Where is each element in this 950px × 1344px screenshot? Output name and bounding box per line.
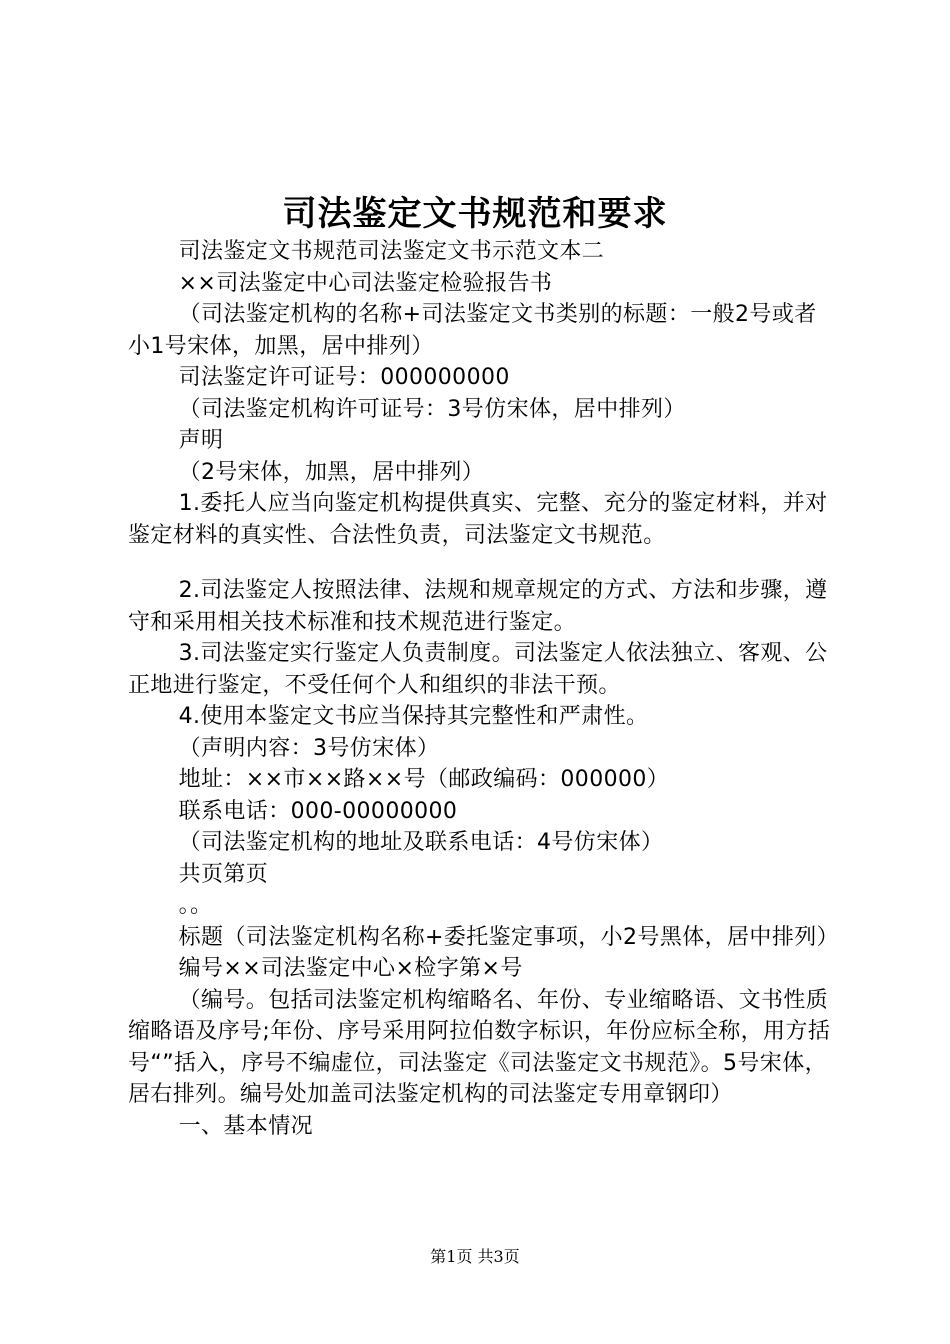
- paragraph: ××司法鉴定中心司法鉴定检验报告书: [178, 270, 553, 296]
- paragraph: 3.司法鉴定实行鉴定人负责制度。司法鉴定人依法独立、客观、公正地进行鉴定，不受任何个人和组织的非法干预。: [128, 641, 828, 698]
- paragraph: （司法鉴定机构的名称+司法鉴定文书类别的标题：一般2号或者小1号宋体，加黑，居中排列）: [128, 302, 817, 359]
- paragraph: 标题（司法鉴定机构名称+委托鉴定事项，小2号黑体，居中排列）: [178, 924, 840, 950]
- paragraph: 一、基本情况: [178, 1113, 313, 1139]
- document-title: 司法鉴定文书规范和要求: [282, 194, 668, 234]
- paragraph: 地址：××市××路××号（邮政编码：000000）: [178, 767, 670, 792]
- paragraph: 声明: [178, 428, 224, 453]
- paragraph: 。。: [178, 893, 213, 918]
- document-body: [128, 236, 840, 1142]
- paragraph: （声明内容：3号仿宋体）: [178, 735, 440, 761]
- paragraph: （2号宋体，加黑，居中排列）: [178, 459, 485, 485]
- paragraph: 编号××司法鉴定中心×检字第×号: [178, 956, 523, 981]
- paragraph: 1.委托人应当向鉴定机构提供真实、完整、充分的鉴定材料，并对鉴定材料的真实性、合法性负责，司法鉴定文书规范。: [128, 491, 828, 548]
- paragraph: 共页第页: [178, 861, 269, 887]
- paragraph: 联系电话：000-00000000: [178, 798, 458, 824]
- paragraph: （司法鉴定机构的地址及联系电话：4号仿宋体）: [178, 830, 664, 855]
- paragraph: 4.使用本鉴定文书应当保持其完整性和严肃性。: [178, 704, 649, 729]
- paragraph: （司法鉴定机构许可证号：3号仿宋体，居中排列）: [178, 396, 686, 422]
- paragraph: 司法鉴定许可证号：000000000: [178, 365, 510, 390]
- paragraph: 司法鉴定文书规范司法鉴定文书示范文本二: [178, 239, 605, 264]
- page-footer: 第1页 共3页: [430, 1247, 520, 1266]
- paragraph: 2.司法鉴定人按照法律、法规和规章规定的方式、方法和步骤，遵守和采用相关技术标准和技术规范进行鉴定。: [128, 578, 828, 635]
- paragraph: （编号。包括司法鉴定机构缩略名、年份、专业缩略语、文书性质缩略语及序号;年份、序号采用阿拉伯数字标识，年份应标全称，用方括号“”括入，序号不编虚位，司法鉴定《司法鉴定文书规范》。5号宋体，居右排列。编号处加盖司法鉴定机构的司法鉴定专用章钢印）: [128, 987, 831, 1107]
